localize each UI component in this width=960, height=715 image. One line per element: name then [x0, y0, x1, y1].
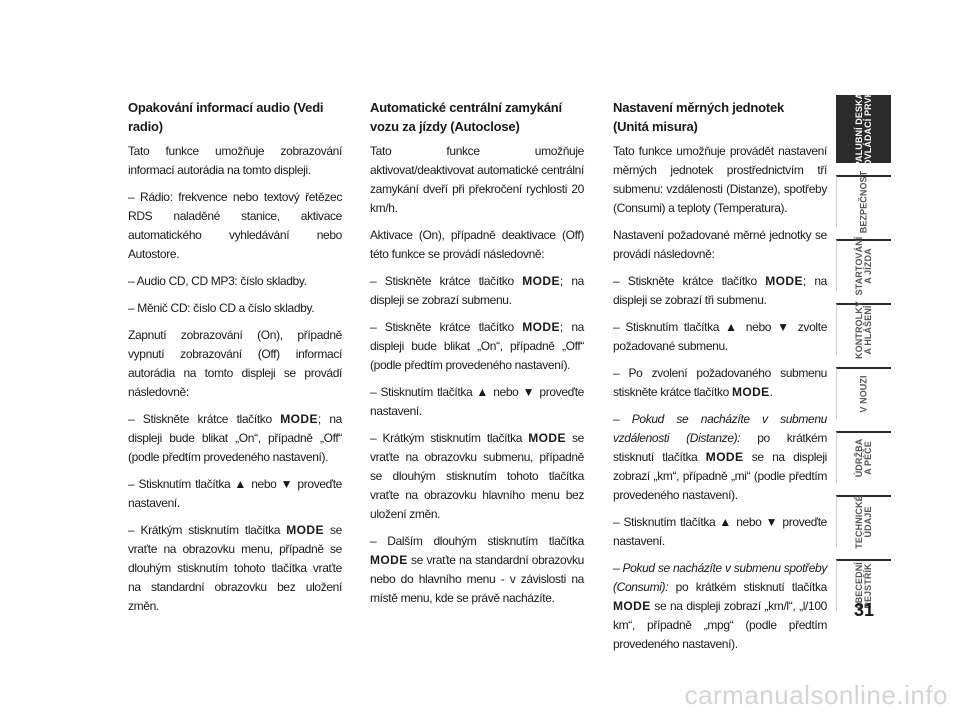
title-line: Nastavení měrných jednotek — [613, 100, 785, 115]
text: ; na displeji bude blikat „On“, případně „Off“ (podle předtím provedeného nastavení). — [370, 320, 584, 372]
arrow-down-icon: ▼ — [765, 515, 779, 529]
tab-label: ABECEDNÍ REJSTŘÍK — [854, 562, 873, 610]
column-autoclose — [370, 98, 584, 616]
text: – Krátkým stisknutím tlačítka — [370, 431, 529, 445]
paragraph — [128, 521, 342, 616]
text: proveďte nastavení. — [613, 515, 828, 548]
text: zvolte požadované submenu. — [613, 320, 828, 353]
arrow-down-icon: ▼ — [522, 385, 536, 399]
tab-label: ÚDRŽBA A PÉČE — [854, 438, 873, 478]
tab-dashboard-controls[interactable] — [836, 84, 891, 176]
text: ; na displeji se zobrazí submenu. — [370, 274, 584, 307]
tab-label: TECHNICKÉ ÚDAJE — [854, 495, 873, 549]
paragraph: Zapnutí zobrazování (On), případně vypnutí zobrazování (Off) informací autorádia na tomto displeji se provádí následovně: — [128, 328, 342, 399]
title-line: (Unitá misura) — [613, 119, 698, 134]
mode-button-label: MODE — [613, 599, 651, 613]
mode-button-label: MODE — [528, 431, 566, 445]
tab-technical-data[interactable] — [836, 495, 891, 547]
tab-maintenance[interactable] — [836, 431, 891, 483]
paragraph — [370, 272, 584, 310]
italic-text: Pokud se nacházíte v submenu vzdálenosti (Distanze): — [613, 412, 827, 445]
text: po krátkém stisknutí tlačítka — [668, 580, 827, 594]
tab-starting-driving[interactable] — [836, 236, 891, 296]
text: nebo — [739, 320, 778, 334]
section-title-autoclose: Automatické centrální zamykání vozu za jízdy (Autoclose) — [370, 100, 562, 134]
tab-safety[interactable] — [836, 170, 891, 234]
page-number: 31 — [853, 600, 875, 620]
paragraph: Tato funkce umožňuje provádět nastavení měrných jednotek prostřednictvím tří submenu: vzdálenosti (Distanze), spotřeby (Consumi) a teploty (Temperatura). — [613, 144, 827, 215]
text: se na displeji zobrazí „km/l“, „l/100 km“, případně „mpg“ (podle předtím provedeného nastavení). — [613, 599, 827, 651]
section-title-units — [613, 98, 827, 136]
text: – Stiskněte krátce tlačítko — [613, 274, 766, 288]
italic-text: Pokud se nacházíte v submenu spotřeby (Consumi): — [613, 561, 827, 594]
mode-button-label: MODE — [280, 412, 318, 426]
tab-label: STARTOVÁNÍ A JÍZDA — [854, 236, 873, 296]
text: nebo — [247, 477, 281, 491]
paragraph — [370, 318, 584, 375]
mode-button-label: MODE — [522, 274, 560, 288]
paragraph: – Audio CD, CD MP3: číslo skladby. — [128, 274, 307, 288]
paragraph: – Měnič CD: číslo CD a číslo skladby. — [128, 301, 315, 315]
tab-label: PALUBNÍ DESKA A OVLÁDACÍ PRVKY — [854, 84, 873, 176]
column-units — [613, 98, 827, 662]
arrow-down-icon: ▼ — [777, 320, 792, 334]
tab-label: KONTROLKY A HLÁŠENÍ — [854, 301, 873, 359]
text: – Stiskněte krátce tlačítko — [370, 274, 523, 288]
paragraph: Aktivace (On), případně deaktivace (Off) této funkce se provádí následovně: — [370, 228, 584, 261]
arrow-up-icon: ▲ — [725, 320, 740, 334]
paragraph — [370, 383, 584, 421]
watermark: carmanualsonline.info — [684, 680, 948, 710]
text: ; na displeji bude blikat „On“, případně „Off“ (podle předtím provedeného nastavení). — [128, 412, 342, 464]
text: – — [613, 561, 623, 575]
tab-emergency[interactable] — [836, 367, 891, 419]
text: – Krátkým stisknutím tlačítka — [128, 523, 287, 537]
arrow-up-icon: ▲ — [719, 515, 733, 529]
mode-button-label: MODE — [370, 553, 408, 567]
text: ; na displeji se zobrazí tři submenu. — [613, 274, 827, 307]
arrow-down-icon: ▼ — [280, 477, 294, 491]
paragraph — [370, 429, 584, 524]
mode-button-label: MODE — [731, 385, 770, 399]
text: po krátkém stisknutí tlačítka — [613, 431, 827, 464]
paragraph — [613, 364, 827, 402]
text: – Stiskněte krátce tlačítko — [370, 320, 523, 334]
tab-label: BEZPEČNOST — [858, 170, 869, 234]
chapter-tabs — [836, 84, 890, 623]
text: – Stisknutím tlačítka — [370, 385, 477, 399]
mode-button-label: MODE — [765, 274, 803, 288]
text: se vraťte na standardní obrazovku nebo do hlavního menu - v závislosti na místě menu, kde se právě nacházíte. — [370, 553, 584, 605]
mode-button-label: MODE — [705, 450, 744, 464]
text: se vraťte na obrazovku menu, případně se dlouhým stisknutím tohoto tlačítka vraťte na standardní obrazovku bez uložení změn. — [128, 523, 342, 613]
text: se na displeji zobrazí „km“, případně „mi“ (podle předtím provedeného nastavení). — [613, 450, 827, 502]
tab-warning-lights[interactable] — [836, 301, 891, 359]
text: . — [769, 385, 773, 399]
paragraph: Tato funkce umožňuje zobrazování informací autorádia na tomto displeji. — [128, 144, 342, 177]
paragraph — [613, 410, 827, 505]
paragraph — [128, 475, 342, 513]
text: – — [613, 412, 632, 426]
arrow-up-icon: ▲ — [476, 385, 490, 399]
text: – Stiskněte krátce tlačítko — [128, 412, 281, 426]
text: proveďte nastavení. — [370, 385, 585, 418]
paragraph: Tato funkce umožňuje aktivovat/deaktivovat automatické centrální zamykání dveří při překročení rychlosti 20 km/h. — [370, 144, 584, 215]
text: – Stisknutím tlačítka — [613, 515, 720, 529]
text: – Po zvolení požadovaného submenu stiskněte krátce tlačítko — [613, 366, 827, 399]
tab-label: V NOUZI — [858, 375, 869, 413]
paragraph: – Rádio: frekvence nebo textový řetězec RDS naladěné stanice, aktivace automatického vyhledávání nebo Autostore. — [128, 190, 342, 261]
text: – Stisknutím tlačítka — [613, 320, 726, 334]
mode-button-label: MODE — [522, 320, 560, 334]
text: nebo — [732, 515, 766, 529]
paragraph — [613, 272, 827, 310]
text: – Stisknutím tlačítka — [128, 477, 235, 491]
column-audio-info — [128, 98, 342, 624]
paragraph — [613, 318, 827, 356]
paragraph — [613, 513, 827, 551]
paragraph — [613, 559, 827, 654]
text: se vraťte na obrazovku submenu, případně se dlouhým stisknutím tohoto tlačítka vraťte na obrazovku hlavního menu bez uložení změn. — [370, 431, 584, 521]
mode-button-label: MODE — [286, 523, 324, 537]
paragraph: Nastavení požadované měrné jednotky se provádí následovně: — [613, 228, 827, 261]
paragraph — [370, 532, 584, 608]
text: nebo — [489, 385, 523, 399]
text: proveďte nastavení. — [128, 477, 343, 510]
paragraph — [128, 410, 342, 467]
text: – Dalším dlouhým stisknutím tlačítka — [370, 534, 584, 548]
arrow-up-icon: ▲ — [234, 477, 248, 491]
section-title-audio: Opakování informací audio (Vedi radio) — [128, 100, 324, 134]
